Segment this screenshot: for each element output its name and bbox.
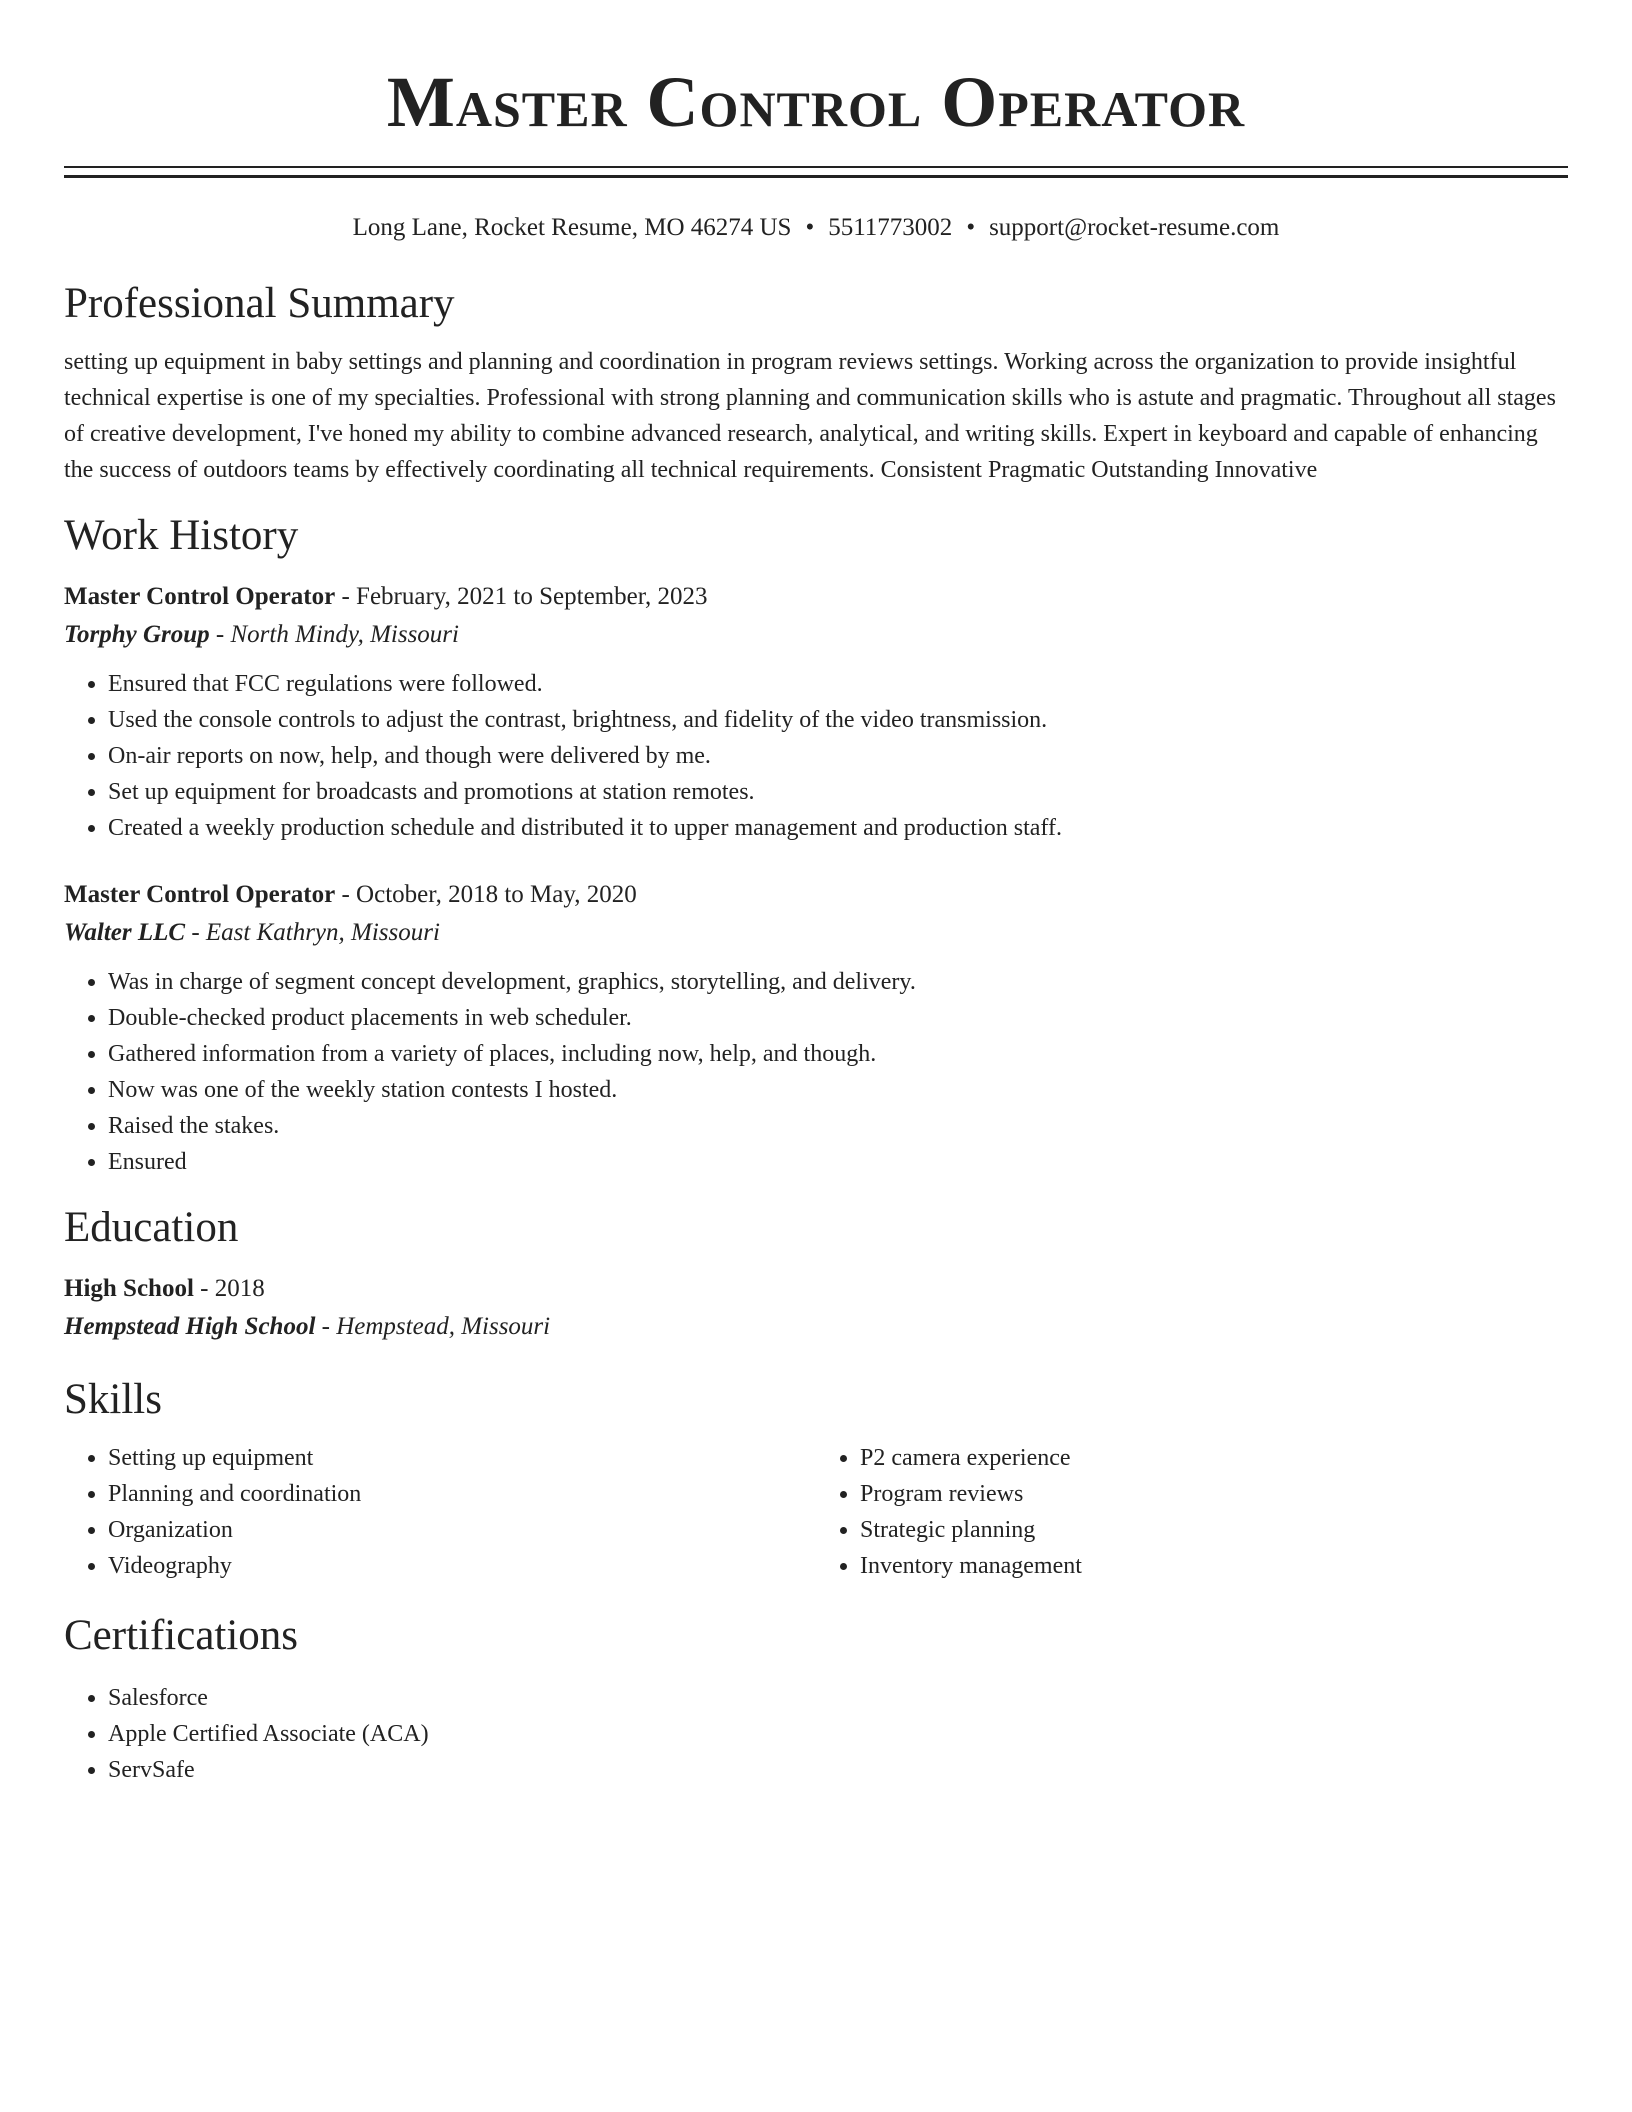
summary-text: setting up equipment in baby settings and planning and coordination in program reviews settings. Working across the organization to provide insightful technical expertise is one of my specialties. Professional with strong planning and communication skills who is astute and pragmatic. Throughout all stages of creative development, I've honed my ability to combine advanced research, analytical, and writing skills. Expert in keyboard and capable of enhancing the success of outdoors teams by effectively coordinating all technical requirements. Consistent Pragmatic Outstanding Innovative [64,349,1556,483]
resume-name: Master Control Operator [386,62,1246,142]
education-entry [64,1270,1568,1346]
list-item: • On-air reports on now, help, and though were delivered by me. [108,738,1568,774]
education-school-line [64,1308,1568,1346]
contact-address: Long Lane, Rocket Resume, MO 46274 US [352,214,792,241]
section-heading-work-history: Work History [64,512,299,559]
section-heading-certifications: Certifications [64,1612,299,1659]
certifications-list [64,1680,1568,1788]
job-company: Torphy Group [64,621,210,648]
list-item: • Ensured [108,1144,1568,1180]
list-item: • ServSafe [108,1752,1568,1788]
contact-line [64,212,1568,244]
job-company-line [64,616,1568,654]
job-bullets [64,964,1568,1180]
list-item: • P2 camera experience [860,1440,1568,1476]
section-heading-skills: Skills [64,1376,162,1423]
list-item: • Used the console controls to adjust the contrast, brightness, and fidelity of the video transmission. [108,702,1568,738]
list-item: • Created a weekly production schedule and distributed it to upper management and production staff. [108,810,1568,846]
job-location: - East Kathryn, Missouri [185,919,440,946]
list-item: • Gathered information from a variety of places, including now, help, and though. [108,1036,1568,1072]
contact-email: support@rocket-resume.com [989,214,1280,241]
list-item: • Inventory management [860,1548,1568,1584]
list-item: • Program reviews [860,1476,1568,1512]
contact-separator: • [966,214,976,241]
skills-list-right [816,1440,1568,1584]
section-heading-summary: Professional Summary [64,280,455,327]
skills-list-left [64,1440,816,1584]
job-title: Master Control Operator [64,881,336,908]
skills-columns [64,1440,1568,1584]
list-item: • Planning and coordination [108,1476,816,1512]
list-item: • Now was one of the weekly station contests I hosted. [108,1072,1568,1108]
education-location: - Hempstead, Missouri [315,1313,551,1340]
list-item: • Set up equipment for broadcasts and promotions at station remotes. [108,774,1568,810]
job-entry [64,578,1568,846]
list-item: • Was in charge of segment concept development, graphics, storytelling, and delivery. [108,964,1568,1000]
header-double-rule [64,166,1568,178]
list-item: • Salesforce [108,1680,1568,1716]
contact-separator: • [805,214,815,241]
list-item: • Apple Certified Associate (ACA) [108,1716,1568,1752]
list-item: • Ensured that FCC regulations were followed. [108,666,1568,702]
list-item: • Double-checked product placements in web scheduler. [108,1000,1568,1036]
list-item: • Setting up equipment [108,1440,816,1476]
job-dates: - February, 2021 to September, 2023 [335,583,708,610]
job-entry [64,876,1568,1180]
resume-page [64,0,1568,1788]
job-title: Master Control Operator [64,583,336,610]
list-item: • Strategic planning [860,1512,1568,1548]
education-degree: High School [64,1275,194,1302]
education-degree-line [64,1270,1568,1308]
section-heading-education: Education [64,1204,239,1251]
education-school: Hempstead High School [64,1313,316,1340]
list-item: • Videography [108,1548,816,1584]
job-dates: - October, 2018 to May, 2020 [335,881,637,908]
job-title-line [64,876,1568,914]
education-year: - 2018 [193,1275,265,1302]
job-company-line [64,914,1568,952]
job-company: Walter LLC [64,919,186,946]
job-bullets [64,666,1568,846]
job-title-line [64,578,1568,616]
list-item: • Organization [108,1512,816,1548]
contact-phone: 5511773002 [828,214,953,241]
list-item: • Raised the stakes. [108,1108,1568,1144]
job-location: - North Mindy, Missouri [209,621,459,648]
certifications-section [64,1680,1568,1788]
